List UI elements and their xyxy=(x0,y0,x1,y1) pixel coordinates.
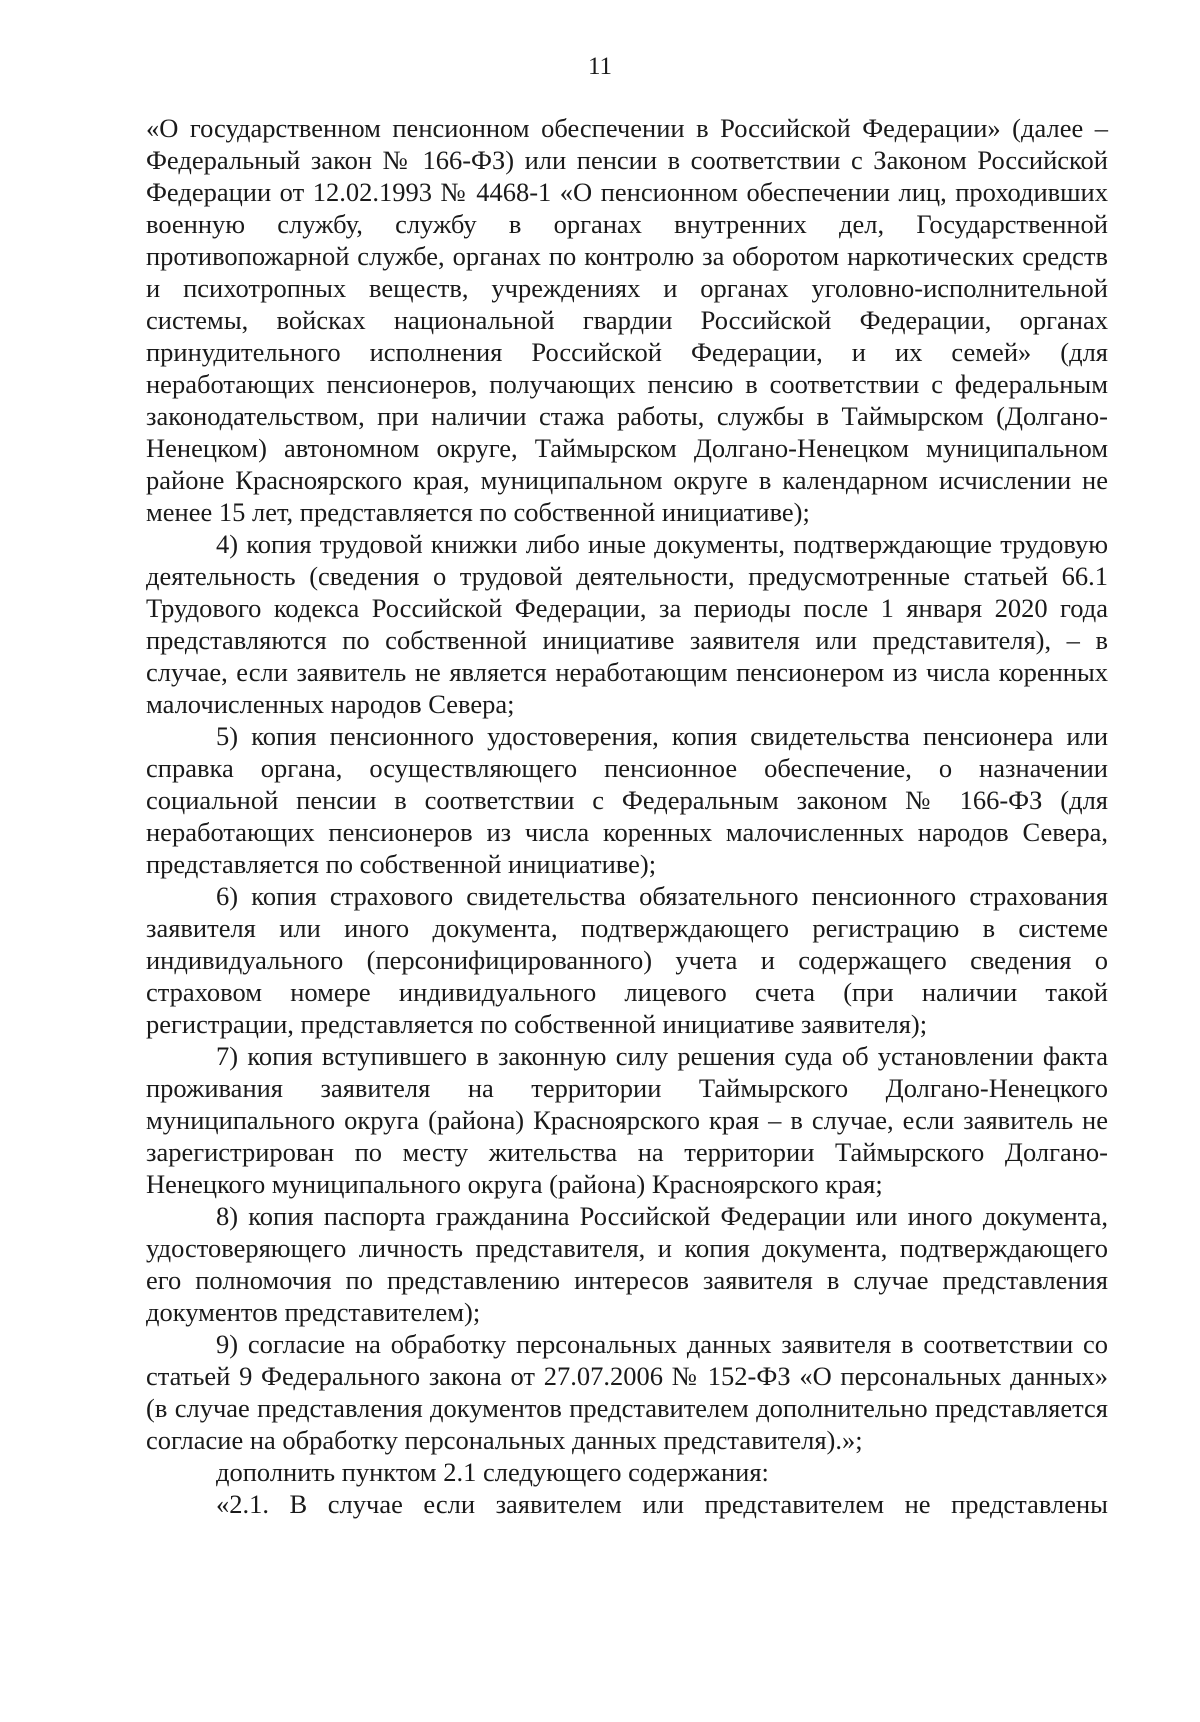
paragraph-item-7: 7) копия вступившего в законную силу решения суда об установлении факта проживания заявителя на территории Таймырского Долгано-Ненецкого муниципального округа (района) Красноярского края – в случае, если заявитель не зарегистрирован по месту жительства на территории Таймырского Долгано-Ненецкого муниципального округа (района) Красноярского края; xyxy=(146,1041,1108,1199)
paragraph-point-2-1: «2.1. В случае если заявителем или представителем не представлены xyxy=(216,1489,1108,1519)
document-body xyxy=(146,112,1108,1520)
page-number: 11 xyxy=(587,53,613,80)
paragraph-item-9: 9) согласие на обработку персональных данных заявителя в соответствии со статьей 9 Федерального закона от 27.07.2006 № 152-ФЗ «О персональных данных» (в случае представления документов представителем дополнительно представляется согласие на обработку персональных данных представителя).»; xyxy=(146,1329,1108,1455)
paragraph-item-5: 5) копия пенсионного удостоверения, копия свидетельства пенсионера или справка органа, осуществляющего пенсионное обеспечение, о назначении социальной пенсии в соответствии с Федеральным законом № 166-ФЗ (для неработающих пенсионеров из числа коренных малочисленных народов Севера, представляется по собственной инициативе); xyxy=(146,721,1108,879)
paragraph-item-4: 4) копия трудовой книжки либо иные документы, подтверждающие трудовую деятельность (сведения о трудовой деятельности, предусмотренные статьей 66.1 Трудового кодекса Российской Федерации, за периоды после 1 января 2020 года представляются по собственной инициативе заявителя или представителя), – в случае, если заявитель не является неработающим пенсионером из числа коренных малочисленных народов Севера; xyxy=(146,529,1108,719)
paragraph-continuation: «О государственном пенсионном обеспечении в Российской Федерации» (далее – Федеральный закон № 166-ФЗ) или пенсии в соответствии с Законом Российской Федерации от 12.02.1993 № 4468-1 «О пенсионном обеспечении лиц, проходивших военную службу, службу в органах внутренних дел, Государственной противопожарной службе, органах по контролю за оборотом наркотических средств и психотропных веществ, учреждениях и органах уголовно-исполнительной системы, войсках национальной гвардии Российской Федерации, органах принудительного исполнения Российской Федерации, и их семей» (для неработающих пенсионеров, получающих пенсию в соответствии с федеральным законодательством, при наличии стажа работы, службы в Таймырском (Долгано-Ненецком) автономном округе, Таймырском Долгано-Ненецком муниципальном районе Красноярского края, муниципальном округе в календарном исчислении не менее 15 лет, представляется по собственной инициативе); xyxy=(146,113,1108,527)
paragraph-item-6: 6) копия страхового свидетельства обязательного пенсионного страхования заявителя или иного документа, подтверждающего регистрацию в системе индивидуального (персонифицированного) учета и содержащего сведения о страховом номере индивидуального лицевого счета (при наличии такой регистрации, представляется по собственной инициативе заявителя); xyxy=(146,881,1108,1039)
paragraph-item-8: 8) копия паспорта гражданина Российской Федерации или иного документа, удостоверяющего личность представителя, и копия документа, подтверждающего его полномочия по представлению интересов заявителя в случае представления документов представителем); xyxy=(146,1201,1108,1327)
paragraph-amendment-intro: дополнить пунктом 2.1 следующего содержания: xyxy=(216,1457,769,1487)
